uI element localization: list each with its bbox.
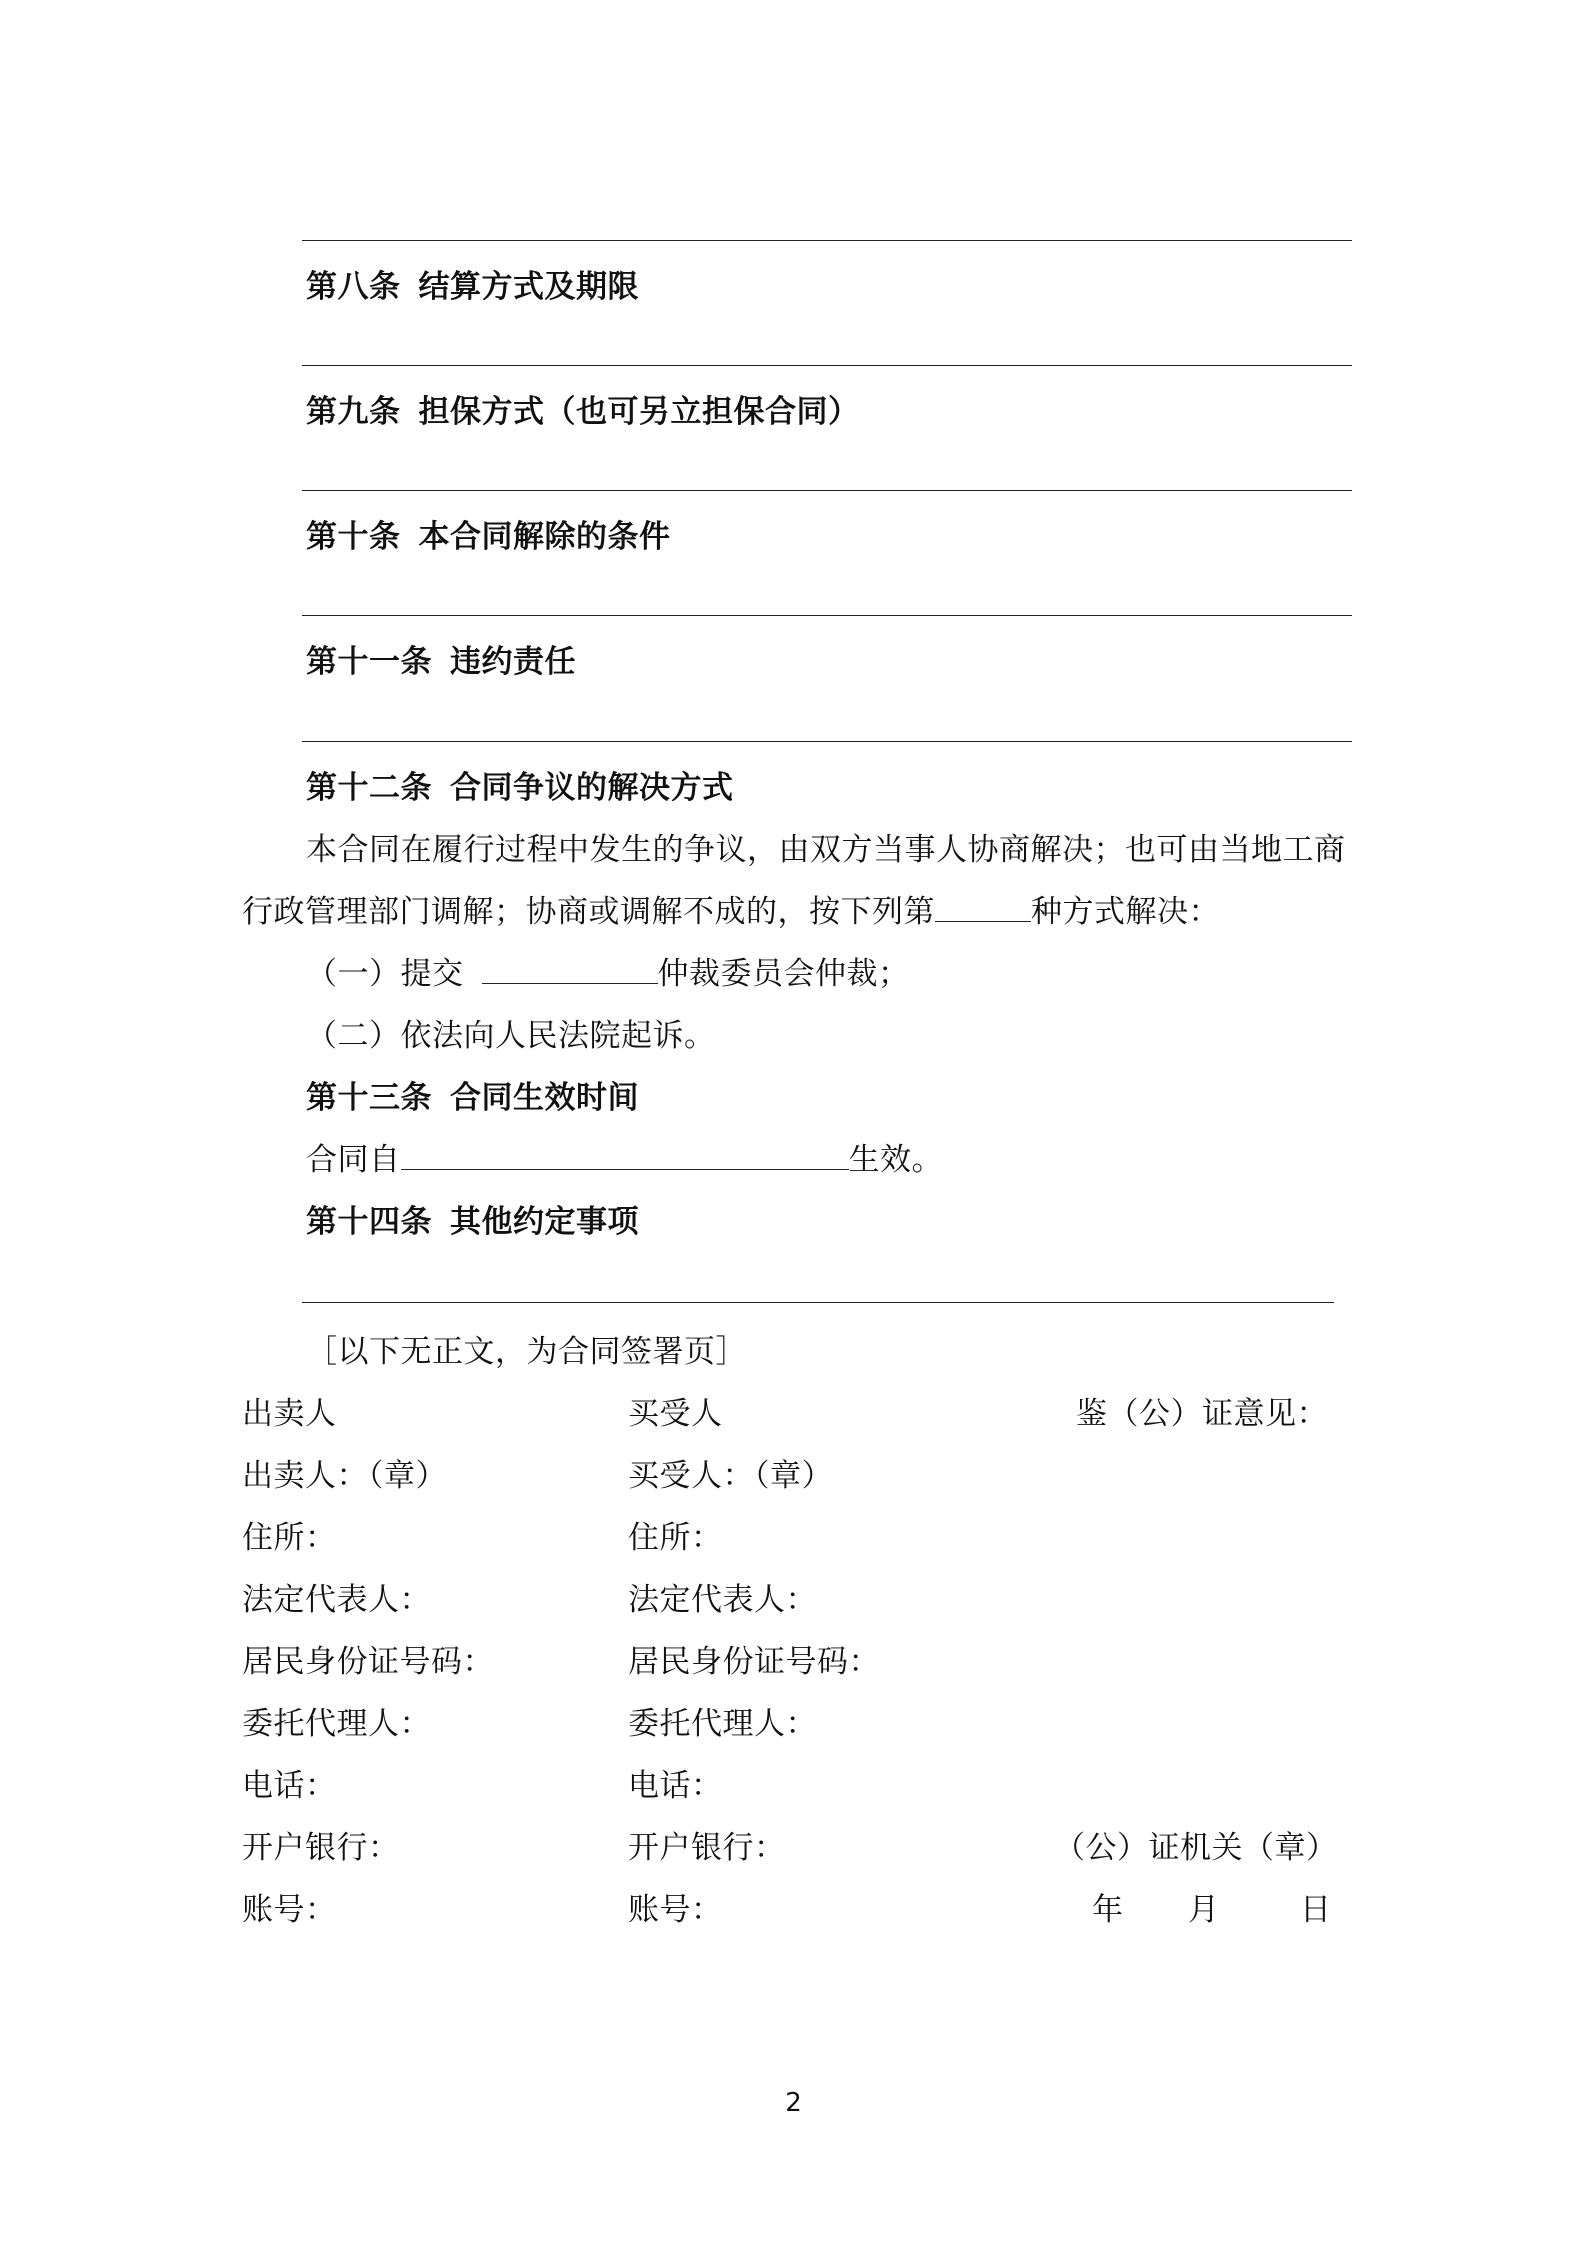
fill-line — [302, 615, 1352, 616]
buyer-agent-field: 委托代理人： — [628, 1706, 817, 1742]
article-number: 第十二条 — [306, 770, 432, 806]
notary-date-month: 月 — [1188, 1892, 1220, 1928]
article-title: 违约责任 — [450, 644, 576, 680]
article-title: 其他约定事项 — [450, 1204, 639, 1240]
notary-date-year: 年 — [1092, 1892, 1124, 1928]
buyer-address-field: 住所： — [628, 1520, 723, 1556]
buyer-heading: 买受人 — [628, 1396, 723, 1432]
fill-line — [302, 741, 1352, 742]
article-heading — [306, 642, 576, 682]
seller-id-number-field: 居民身份证号码： — [242, 1644, 494, 1680]
dispute-paragraph-line-2: 行政管理部门调解；协商或调解不成的，按下列第 种方式解决： — [242, 894, 1220, 930]
seller-phone-field: 电话： — [242, 1768, 337, 1804]
seller-seal-field: 出卖人：（章） — [242, 1458, 447, 1494]
article-title: 本合同解除的条件 — [418, 519, 671, 555]
seller-agent-field: 委托代理人： — [242, 1706, 431, 1742]
arbitration-committee-blank — [482, 955, 658, 984]
article-number: 第九条 — [306, 394, 401, 430]
article-title: 合同生效时间 — [450, 1080, 639, 1116]
article-heading — [306, 267, 639, 307]
buyer-phone-field: 电话： — [628, 1768, 723, 1804]
article-heading — [306, 392, 860, 432]
method-number-blank — [935, 893, 1031, 922]
article-heading — [306, 517, 671, 557]
dispute-option-2: （二）依法向人民法院起诉。 — [306, 1018, 716, 1054]
buyer-legal-rep-field: 法定代表人： — [628, 1582, 817, 1618]
buyer-bank-field: 开户银行： — [628, 1830, 786, 1866]
fill-line — [302, 490, 1352, 491]
fill-line — [302, 240, 1352, 241]
page-number: 2 — [785, 2088, 802, 2118]
seller-account-field: 账号： — [242, 1892, 337, 1928]
article-number: 第十条 — [306, 519, 401, 555]
buyer-id-number-field: 居民身份证号码： — [628, 1644, 880, 1680]
article-number: 第十三条 — [306, 1080, 432, 1116]
end-of-text-note: ［以下无正文，为合同签署页］ — [306, 1334, 747, 1370]
dispute-paragraph-line-1: 本合同在履行过程中发生的争议，由双方当事人协商解决；也可由当地工商 — [306, 832, 1346, 868]
notary-opinion-heading: 鉴（公）证意见： — [1076, 1396, 1328, 1432]
seller-bank-field: 开户银行： — [242, 1830, 400, 1866]
fill-line — [302, 365, 1352, 366]
article-number: 第十一条 — [306, 644, 432, 680]
buyer-account-field: 账号： — [628, 1892, 723, 1928]
fill-line — [302, 1302, 1334, 1303]
seller-address-field: 住所： — [242, 1520, 337, 1556]
article-heading — [306, 768, 734, 808]
article-heading — [306, 1202, 639, 1242]
article-heading — [306, 1078, 639, 1118]
notary-seal-label: （公）证机关（章） — [1054, 1830, 1338, 1866]
article-number: 第十四条 — [306, 1204, 432, 1240]
article-title: 合同争议的解决方式 — [450, 770, 734, 806]
buyer-seal-field: 买受人：（章） — [628, 1458, 833, 1494]
article-number: 第八条 — [306, 269, 401, 305]
article-title: 担保方式（也可另立担保合同） — [418, 394, 860, 430]
notary-date-day: 日 — [1300, 1892, 1332, 1928]
effective-date-blank — [401, 1141, 849, 1170]
article-title: 结算方式及期限 — [418, 269, 639, 305]
effective-date-line: 合同自 生效。 — [306, 1142, 943, 1178]
seller-legal-rep-field: 法定代表人： — [242, 1582, 431, 1618]
dispute-option-1: （一）提交 仲裁委员会仲裁； — [306, 956, 910, 992]
seller-heading: 出卖人 — [242, 1396, 337, 1432]
